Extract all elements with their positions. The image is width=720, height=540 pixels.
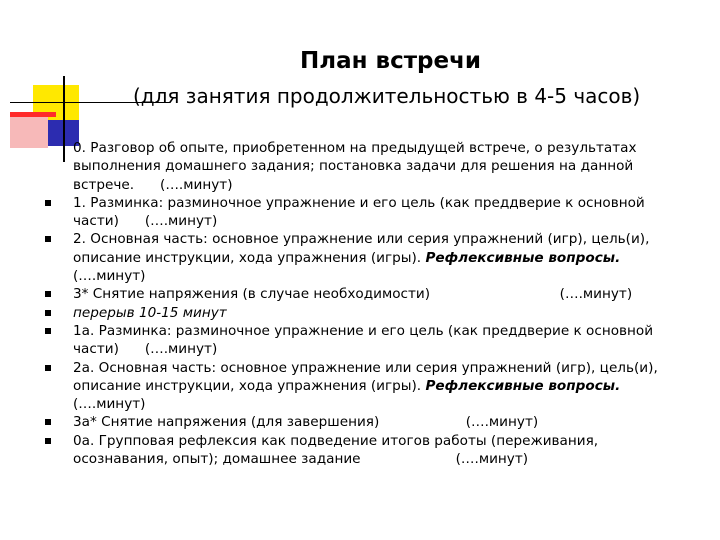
text-span: описание инструкции, хода упражнения (игры).	[73, 249, 426, 266]
reflective-questions-label: Рефлексивные вопросы.	[425, 249, 621, 266]
text-line	[73, 139, 700, 157]
text-line	[73, 285, 700, 303]
list-item	[0, 432, 720, 469]
text-line	[73, 267, 700, 285]
text-line	[73, 359, 700, 377]
text-span: перерыв 10-15 минут	[73, 304, 227, 321]
text-span: 1. Разминка: разминочное упражнение и его цель (как преддверие к основной	[73, 194, 645, 211]
text-line	[73, 249, 700, 267]
text-line	[73, 230, 700, 248]
text-span: части) (….минут)	[73, 213, 218, 230]
text-line	[73, 413, 700, 431]
plan-list	[0, 139, 720, 468]
text-line	[73, 432, 700, 450]
list-item	[0, 413, 720, 431]
text-line	[73, 194, 700, 212]
slide-title: План встречи	[300, 48, 482, 74]
list-item	[0, 285, 720, 303]
decor-red-bar	[10, 112, 56, 117]
text-line	[73, 322, 700, 340]
list-item	[0, 230, 720, 285]
list-item-text	[73, 322, 700, 359]
square-bullet-icon	[45, 200, 51, 206]
square-bullet-icon	[45, 365, 51, 371]
text-span: части) (….минут)	[73, 341, 218, 358]
text-line	[73, 340, 700, 358]
list-item-text	[73, 230, 700, 285]
list-item-text	[73, 359, 700, 414]
square-bullet-icon	[45, 291, 51, 297]
list-item-text	[73, 285, 700, 303]
text-span: 2а. Основная часть: основное упражнение или серия упражнений (игр), цель(и),	[73, 359, 658, 376]
square-bullet-icon	[45, 438, 51, 444]
text-line	[73, 212, 700, 230]
slide-subtitle: (для занятия продолжительностью в 4-5 часов)	[133, 84, 641, 108]
text-line	[73, 176, 700, 194]
list-item	[0, 359, 720, 414]
text-line	[73, 157, 700, 175]
list-item	[0, 139, 720, 194]
square-bullet-icon	[45, 328, 51, 334]
reflective-questions-label: Рефлексивные вопросы.	[425, 377, 621, 394]
text-span: осознавания, опыт); домашнее задание (….минут)	[73, 451, 529, 468]
text-span: (….минут)	[73, 268, 146, 285]
text-span: 3* Снятие напряжения (в случае необходимости) (….минут)	[73, 286, 633, 303]
text-span: выполнения домашнего задания; постановка задачи для решения на данной	[73, 158, 634, 175]
text-span: 3а* Снятие напряжения (для завершения) (….минут)	[73, 414, 539, 431]
list-item-text	[73, 413, 700, 431]
text-span: 2. Основная часть: основное упражнение или серия упражнений (игр), цель(и),	[73, 231, 650, 248]
text-span: 0а. Групповая рефлексия как подведение итогов работы (переживания,	[73, 432, 599, 449]
square-bullet-icon	[45, 310, 51, 316]
text-span: 0. Разговор об опыте, приобретенном на предыдущей встрече, о результатах	[73, 140, 637, 156]
list-item	[0, 322, 720, 359]
list-item-text	[73, 194, 700, 231]
list-item	[0, 304, 720, 322]
text-span: описание инструкции, хода упражнения (игры).	[73, 377, 426, 394]
list-item	[0, 194, 720, 231]
list-item-text	[73, 304, 700, 322]
text-line	[73, 395, 700, 413]
list-item-text	[73, 432, 700, 469]
square-bullet-icon	[45, 419, 51, 425]
text-span: (….минут)	[73, 396, 146, 413]
list-item-text	[73, 139, 700, 194]
text-line	[73, 304, 700, 322]
text-span: 1а. Разминка: разминочное упражнение и его цель (как преддверие к основной	[73, 322, 654, 339]
text-line	[73, 377, 700, 395]
text-line	[73, 450, 700, 468]
text-span: встрече. (….минут)	[73, 176, 233, 193]
square-bullet-icon	[45, 236, 51, 242]
